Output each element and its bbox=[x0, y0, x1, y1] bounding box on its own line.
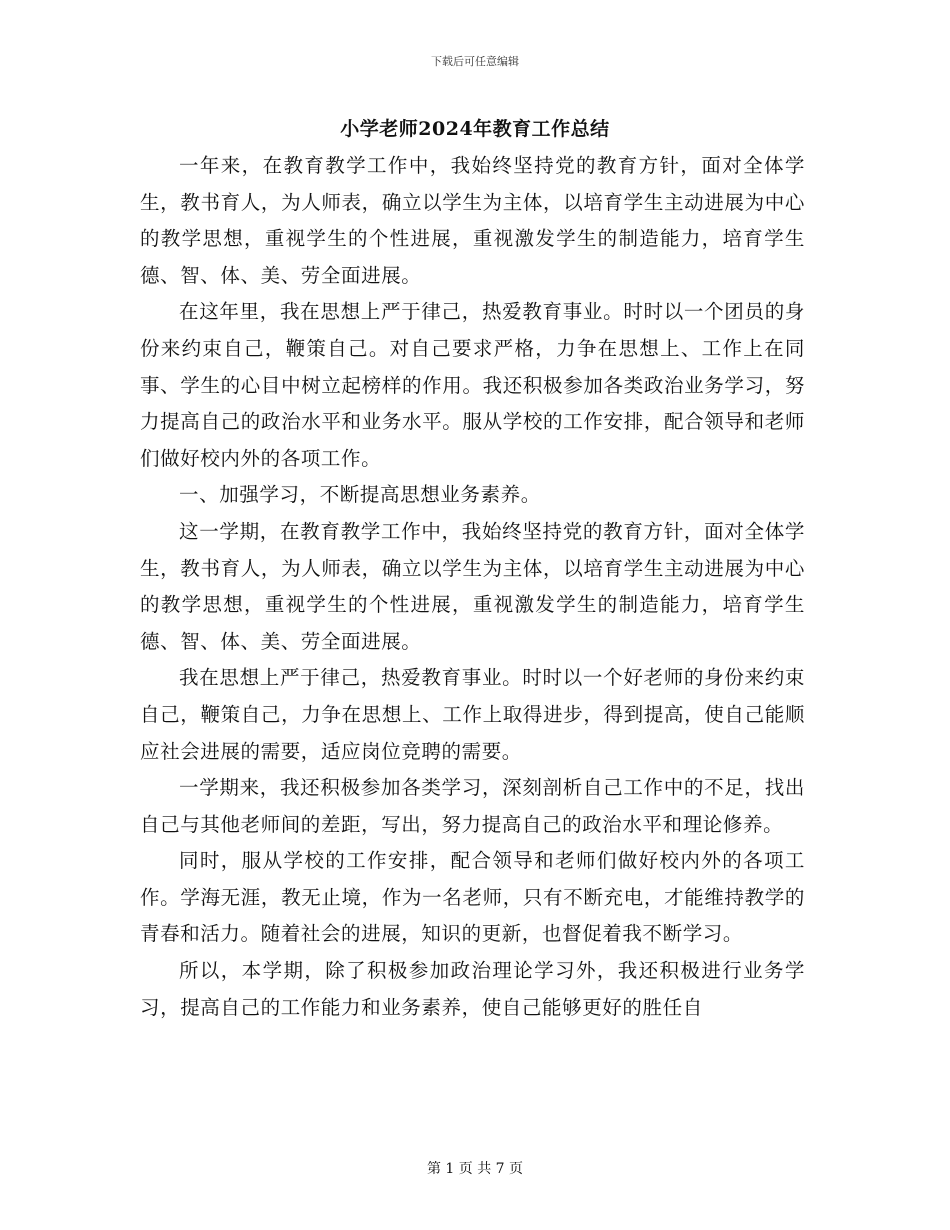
section-heading: 一、加强学习，不断提高思想业务素养。 bbox=[179, 483, 541, 507]
paragraph: 所以，本学期，除了积极参加政治理论学习外，我还积极进行业务学习，提高自己的工作能力和业务素养，使自己能够更好的胜任自 bbox=[140, 959, 805, 1019]
paragraph: 同时，服从学校的工作安排，配合领导和老师们做好校内外的各项工作。学海无涯，教无止境，作为一名老师，只有不断充电，才能维持教学的青春和活力。随着社会的进展，知识的更新，也督促着我不断学习。 bbox=[140, 849, 805, 946]
paragraph: 一学期来，我还积极参加各类学习，深刻剖析自己工作中的不足，找出自己与其他老师间的差距，写出，努力提高自己的政治水平和理论修养。 bbox=[140, 776, 805, 836]
document-body bbox=[140, 148, 805, 1026]
paragraph: 这一学期，在教育教学工作中，我始终坚持党的教育方针，面对全体学生，教书育人，为人师表，确立以学生为主体，以培育学生主动进展为中心的教学思想，重视学生的个性进展，重视激发学生的制造能力，培育学生德、智、体、美、劳全面进展。 bbox=[140, 519, 805, 653]
page-header-note: 下载后可任意编辑 bbox=[431, 55, 519, 68]
document-title: 小学老师2024年教育工作总结 bbox=[340, 118, 610, 140]
paragraph: 一年来，在教育教学工作中，我始终坚持党的教育方针，面对全体学生，教书育人，为人师表，确立以学生为主体，以培育学生主动进展为中心的教学思想，重视学生的个性进展，重视激发学生的制造能力，培育学生德、智、体、美、劳全面进展。 bbox=[140, 154, 805, 287]
paragraph: 在这年里，我在思想上严于律己，热爱教育事业。时时以一个团员的身份来约束自己，鞭策自己。对自己要求严格，力争在思想上、工作上在同事、学生的心目中树立起榜样的作用。我还积极参加各类政治业务学习，努力提高自己的政治水平和业务水平。服从学校的工作安排，配合领导和老师们做好校内外的各项工作。 bbox=[140, 300, 805, 470]
paragraph: 我在思想上严于律己，热爱教育事业。时时以一个好老师的身份来约束自己，鞭策自己，力争在思想上、工作上取得进步，得到提高，使自己能顺应社会进展的需要，适应岗位竞聘的需要。 bbox=[140, 666, 805, 763]
page-number: 第 1 页 共 7 页 bbox=[426, 1161, 524, 1177]
